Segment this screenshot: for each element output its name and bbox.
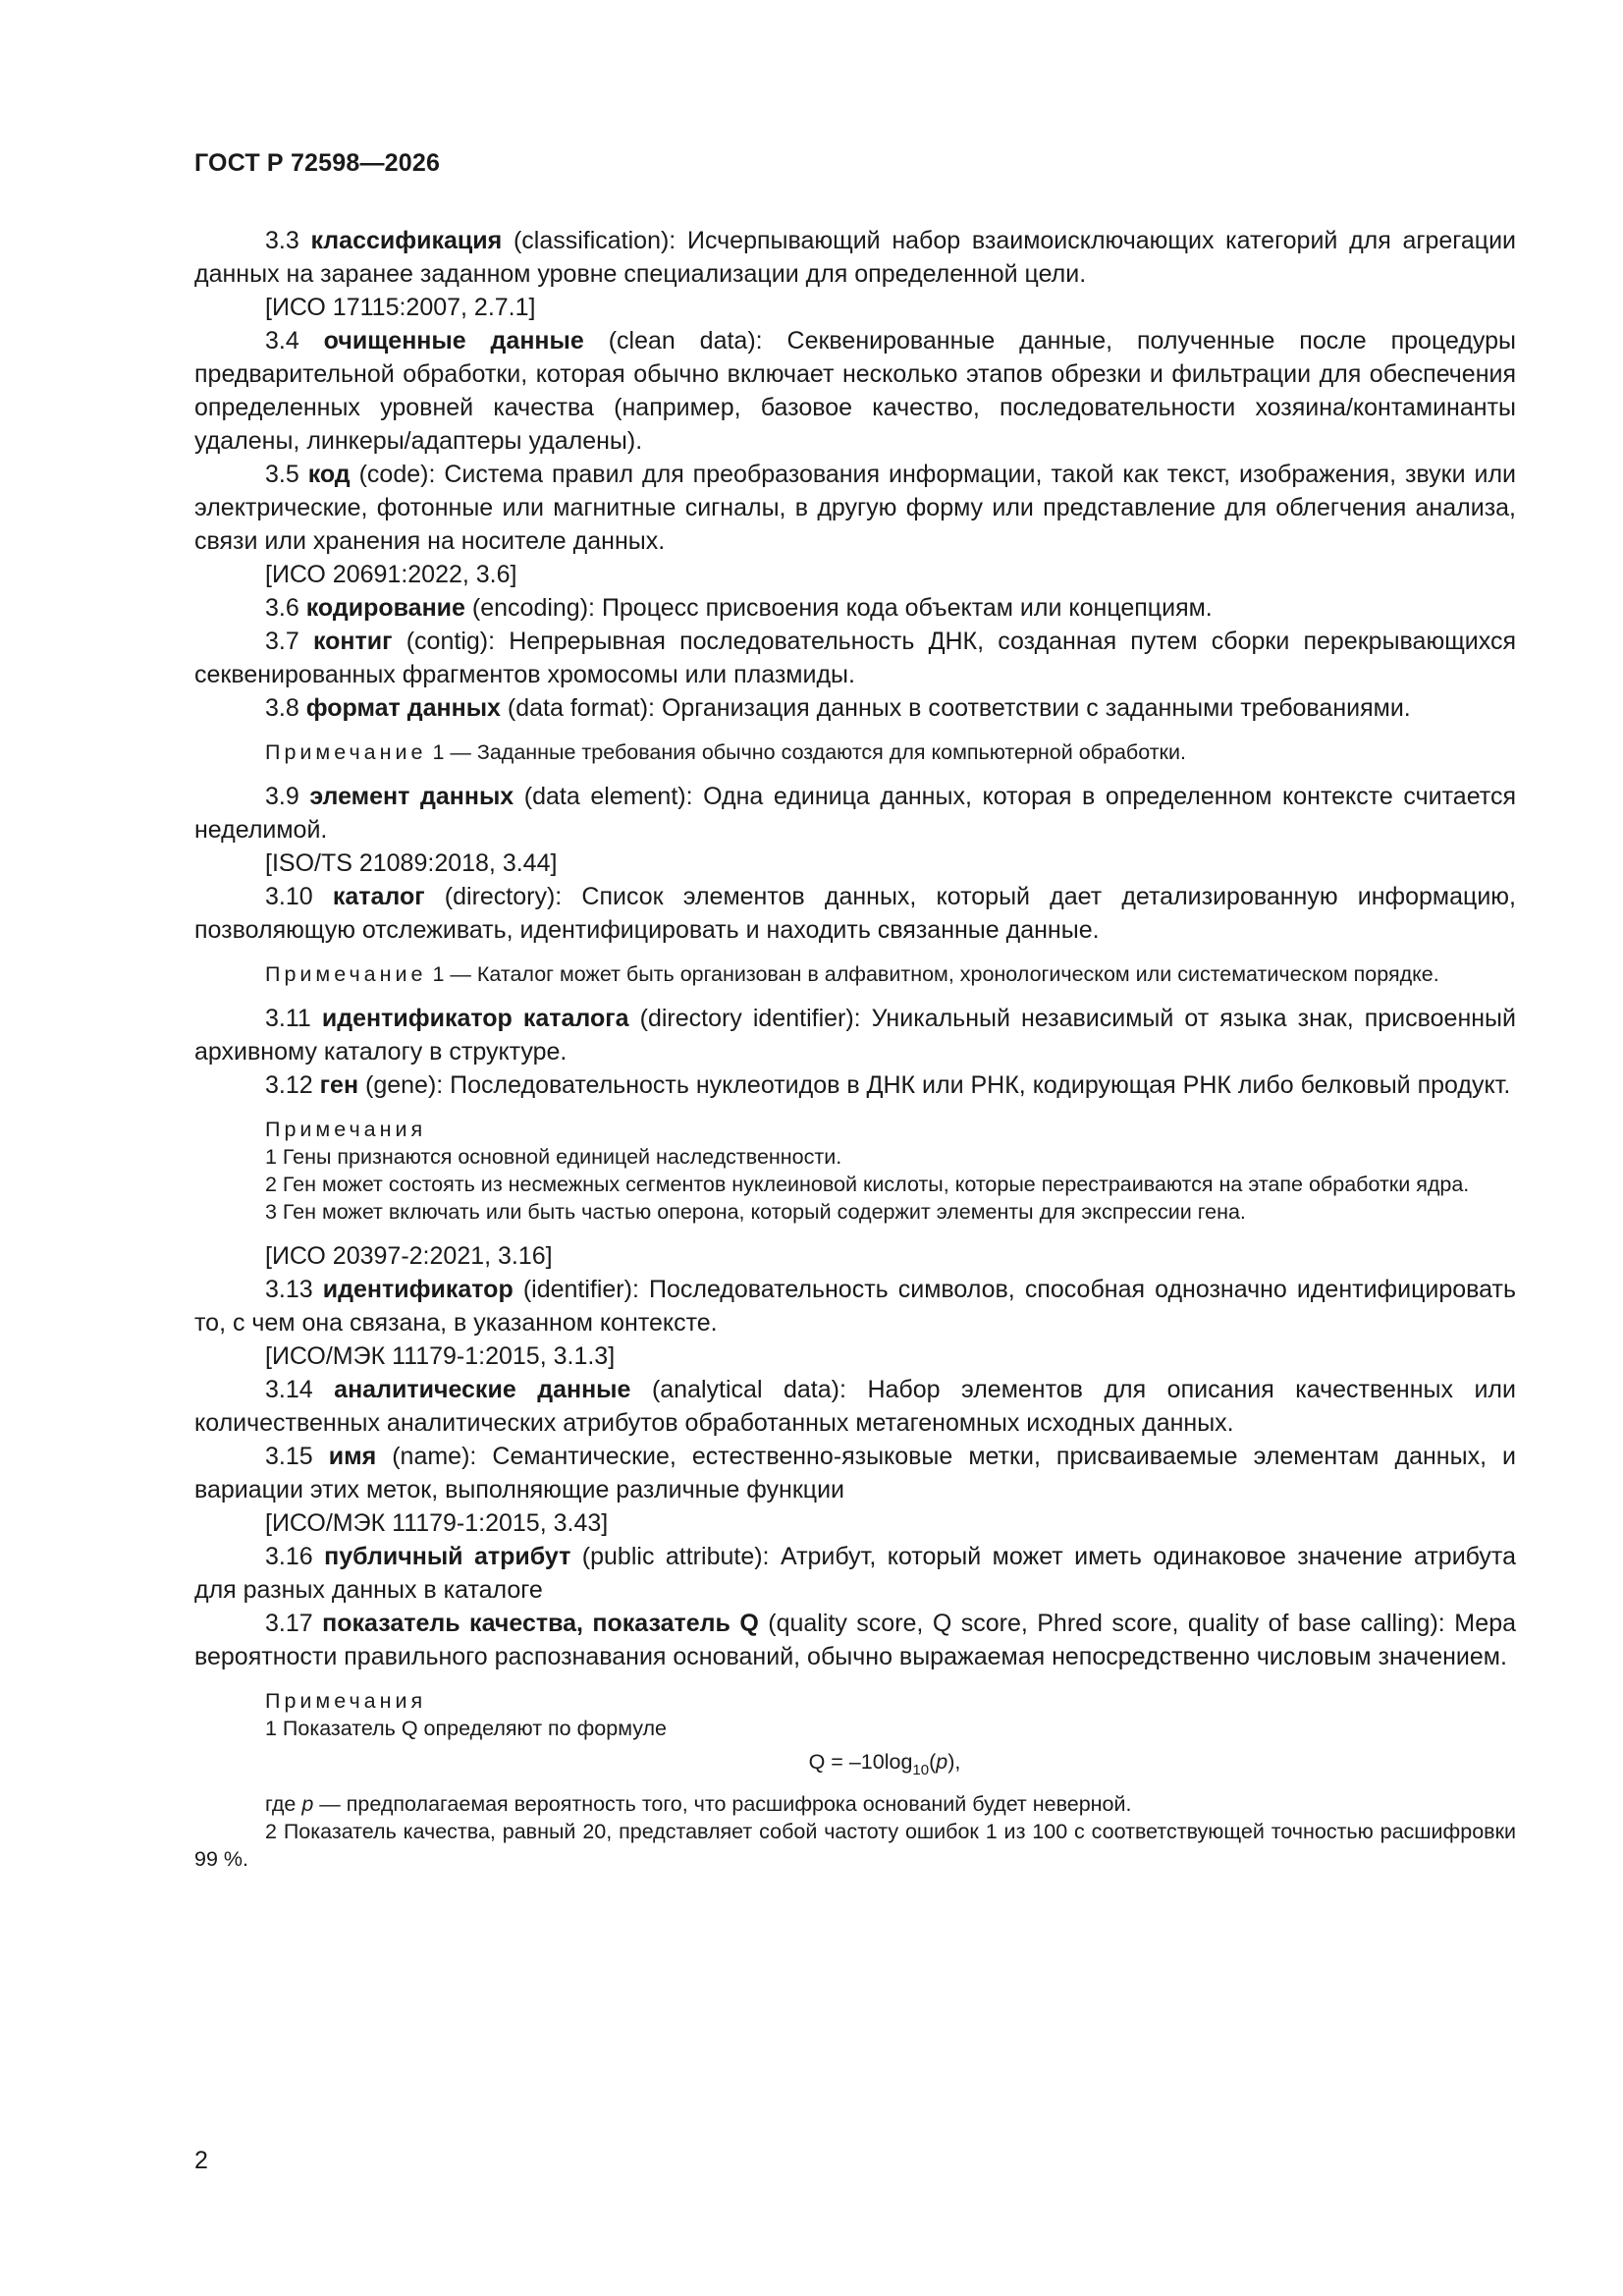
definition-3-16: 3.16 публичный атрибут (public attribute): Атрибут, который может иметь одинаковое значение атрибута для разных данных в каталоге — [194, 1543, 1516, 1604]
formula: $Q = -10\log_{10}(p)$, — [808, 1750, 961, 1778]
definition-3-6: 3.6 кодирование (encoding): Процесс присвоения кода объектам или концепциям. — [265, 594, 1213, 622]
note-item: 1 Показатель Q определяют по формуле — [265, 1717, 668, 1740]
definition-3-11: 3.11 идентификатор каталога (directory identifier): Уникальный независимый от языка знак, присвоенный архивному каталогу в структуре. — [194, 1005, 1516, 1066]
definition-3-14: 3.14 аналитические данные (analytical data): Набор элементов для описания качественных или количественных аналитических атрибутов обработанных метагеномных исходных данных. — [194, 1376, 1516, 1437]
note-item: 2 Ген может состоять из несмежных сегментов нуклеиновой кислоты, которые перестраиваются на этапе обработки ядра. — [265, 1173, 1470, 1196]
definition-3-10: 3.10 каталог (directory): Список элементов данных, который дает детализированную информацию, позволяющую отслеживать, идентифицировать и находить связанные данные. — [194, 883, 1516, 944]
definition-3-9: 3.9 элемент данных (data element): Одна единица данных, которая в определенном контексте считается неделимой. — [194, 783, 1516, 844]
reference: [ISO/TS 21089:2018, 3.44] — [265, 849, 558, 877]
definition-3-7: 3.7 контиг (contig): Непрерывная последовательность ДНК, созданная путем сборки перекрывающихся секвенированных фрагментов хромосомы или плазмиды. — [194, 628, 1516, 688]
definition-3-5: 3.5 код (code): Система правил для преобразования информации, такой как текст, изображения, звуки или электрические, фотонные или магнитные сигналы, в другую форму или представление для облегчения анализа, связи или хранения на носителе данных. — [194, 461, 1516, 555]
definition-3-3: 3.3 классификация (classification): Исчерпывающий набор взаимоисключающих категорий для агрегации данных на заранее заданном уровне специализации для определенной цели. — [194, 227, 1517, 288]
note-block — [194, 738, 1516, 766]
definition-3-17: 3.17 показатель качества, показатель Q (quality score, Q score, Phred score, quality of base calling): Мера вероятности правильного распознавания оснований, обычно выражаемая непосредственно числовым значением. — [194, 1610, 1517, 1670]
reference: [ИСО 20397-2:2021, 3.16] — [265, 1242, 553, 1270]
definition-3-15: 3.15 имя (name): Семантические, естественно-языковые метки, присваиваемые элементам данных, и вариации этих меток, выполняющие различные функции — [194, 1443, 1517, 1503]
document-body — [194, 224, 1516, 1886]
note: Примечание 1 — Каталог может быть организован в алфавитном, хронологическом или систематическом порядке. — [265, 962, 1439, 986]
page-number: 2 — [194, 2147, 208, 2174]
formula-explanation: где p — предполагаемая вероятность того, что расшифрока оснований будет неверной. — [265, 1792, 1132, 1816]
note: Примечание 1 — Заданные требования обычно создаются для компьютерной обработки. — [265, 740, 1186, 764]
definition-3-13: 3.13 идентификатор (identifier): Последовательность символов, способная однозначно идентифицировать то, с чем она связана, в указанном контексте. — [194, 1276, 1517, 1337]
reference: [ИСО/МЭК 11179-1:2015, 3.43] — [265, 1509, 609, 1537]
document-header: ГОСТ Р 72598—2026 — [194, 149, 441, 177]
notes-block — [194, 1687, 1516, 1873]
notes-heading: Примечания — [265, 1689, 427, 1713]
note-item: 2 Показатель качества, равный 20, представляет собой частоту ошибок 1 из 100 с соответствующей точностью расшифровки 99 %. — [194, 1820, 1516, 1871]
definition-3-8: 3.8 формат данных (data format): Организация данных в соответствии с заданными требованиями. — [265, 694, 1411, 722]
definition-3-4: 3.4 очищенные данные (clean data): Секвенированные данные, полученные после процедуры предварительной обработки, которая обычно включает несколько этапов обрезки и фильтрации для обеспечения определенных уровней качества (например, базовое качество, последовательности хозяина/контаминанты удалены, линкеры/адаптеры удалены). — [194, 327, 1517, 455]
reference: [ИСО 17115:2007, 2.7.1] — [265, 294, 536, 321]
notes-heading: Примечания — [265, 1118, 427, 1141]
notes-block — [194, 1116, 1516, 1226]
note-item: 3 Ген может включать или быть частью оперона, который содержит элементы для экспрессии гена. — [265, 1200, 1246, 1224]
reference: [ИСО 20691:2022, 3.6] — [265, 561, 517, 588]
definition-3-12: 3.12 ген (gene): Последовательность нуклеотидов в ДНК или РНК, кодирующая РНК либо белковый продукт. — [265, 1071, 1511, 1099]
note-block — [194, 960, 1516, 988]
reference: [ИСО/МЭК 11179-1:2015, 3.1.3] — [265, 1342, 616, 1370]
note-item: 1 Гены признаются основной единицей наследственности. — [265, 1145, 842, 1169]
